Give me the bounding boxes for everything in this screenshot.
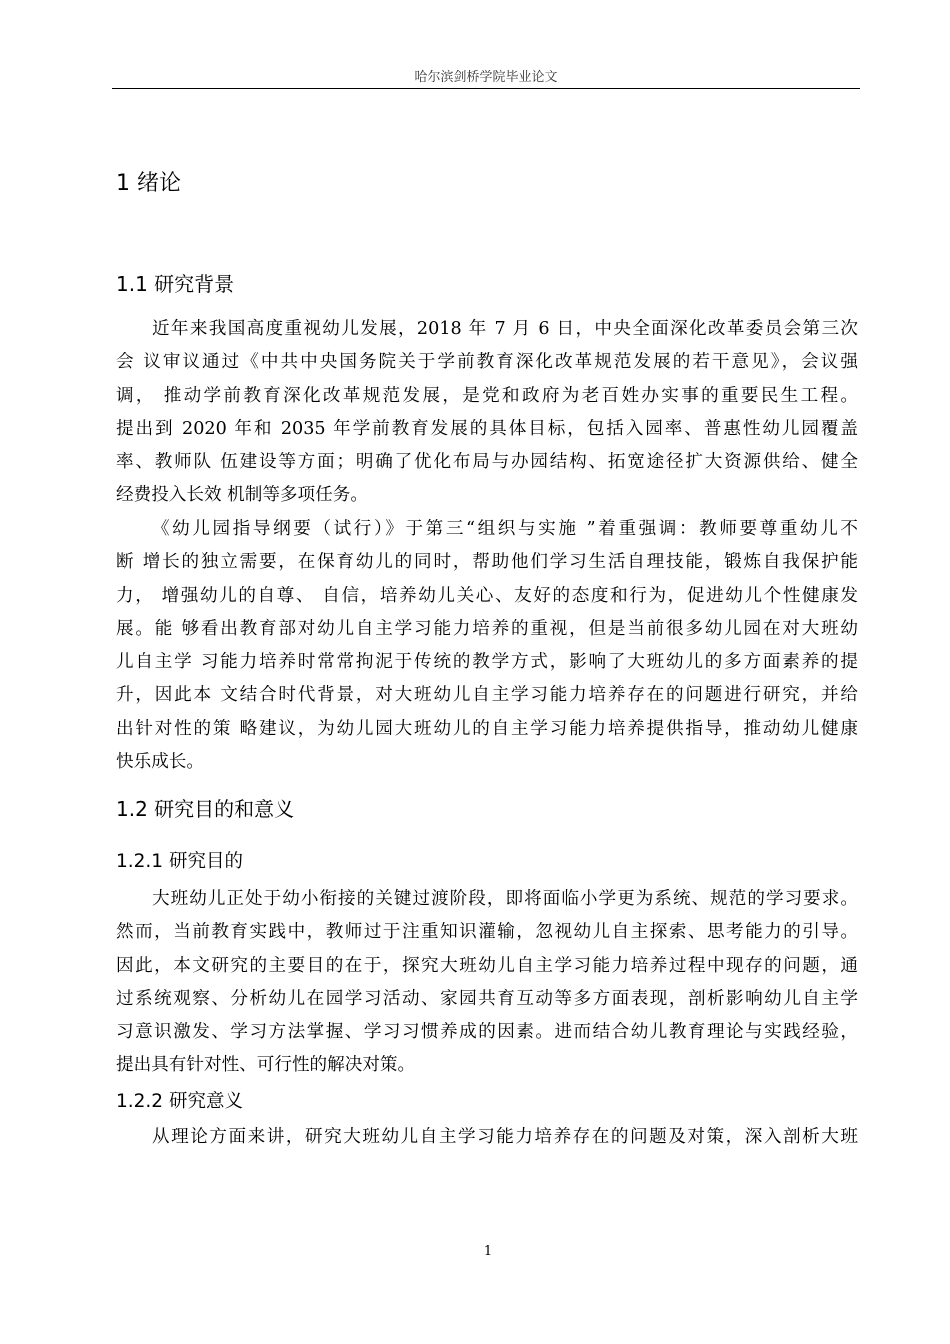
text-line: 调， 推动学前教育深化改革规范发展，是党和政府为老百姓办实事的重要民生工程。 [116, 385, 858, 406]
text-line: 展。能 够看出教育部对幼儿自主学习能力培养的重视，但是当前很多幼儿园在对大班幼 [116, 618, 858, 639]
paragraph-background-1 [116, 313, 858, 513]
text-line: 从理论方面来讲，研究大班幼儿自主学习能力培养存在的问题及对策，深入剖析大班 [152, 1127, 858, 1147]
chapter-title: 1 绪论 [116, 171, 181, 196]
text-line: 大班幼儿正处于幼小衔接的关键过渡阶段，即将面临小学更为系统、规范的学习要求。 [152, 889, 858, 909]
text-line: 过系统观察、分析幼儿在园学习活动、家园共育互动等多方面表现，剖析影响幼儿自主学 [116, 988, 858, 1009]
text-line: 经费投入长效 机制等多项任务。 [116, 485, 368, 506]
paragraph-purpose [116, 883, 858, 1083]
subsection-heading-1-2-1: 1.2.1 研究目的 [116, 851, 243, 872]
text-line: 升，因此本 文结合时代背景，对大班幼儿自主学习能力培养存在的问题进行研究，并给 [116, 685, 858, 706]
paragraph-background-2 [116, 513, 858, 779]
section-heading-1-1: 1.1 研究背景 [116, 272, 235, 296]
text-line: 力， 增强幼儿的自尊、 自信，培养幼儿关心、友好的态度和行为，促进幼儿个性健康发 [116, 585, 858, 606]
section-heading-1-2: 1.2 研究目的和意义 [116, 797, 295, 821]
text-line: 会 议审议通过《中共中央国务院关于学前教育深化改革规范发展的若干意见》，会议强 [116, 352, 858, 373]
text-line: 习意识激发、学习方法掌握、学习习惯养成的因素。进而结合幼儿教育理论与实践经验， [116, 1022, 858, 1043]
text-line: 提出具有针对性、可行性的解决对策。 [116, 1055, 416, 1076]
header-rule [112, 88, 860, 89]
text-line: 快乐成长。 [116, 752, 204, 773]
text-line: 儿自主学 习能力培养时常常拘泥于传统的教学方式，影响了大班幼儿的多方面素养的提 [116, 652, 858, 673]
page-number: 1 [483, 1244, 493, 1259]
text-line: 率、教师队 伍建设等方面；明确了优化布局与办园结构、拓宽途径扩大资源供给、健全 [116, 452, 858, 473]
text-line: 提出到 2020 年和 2035 年学前教育发展的具体目标，包括入园率、普惠性幼儿园覆盖 [116, 418, 858, 439]
subsection-heading-1-2-2: 1.2.2 研究意义 [116, 1091, 243, 1112]
running-header: 哈尔滨剑桥学院毕业论文 [414, 70, 558, 85]
text-line: 因此，本文研究的主要目的在于，探究大班幼儿自主学习能力培养过程中现存的问题，通 [116, 955, 858, 976]
paragraph-significance [116, 1121, 858, 1154]
text-line: 近年来我国高度重视幼儿发展，2018 年 7 月 6 日，中央全面深化改革委员会第三次 [152, 319, 858, 339]
text-line: 《幼儿园指导纲要（试行）》于第三“组织与实施 ”着重强调：教师要尊重幼儿不 [152, 519, 858, 539]
text-line: 出针对性的策 略建议，为幼儿园大班幼儿的自主学习能力培养提供指导，推动幼儿健康 [116, 718, 858, 739]
text-line: 然而，当前教育实践中，教师过于注重知识灌输，忽视幼儿自主探索、思考能力的引导。 [116, 922, 858, 943]
text-line: 断 增长的独立需要，在保育幼儿的同时，帮助他们学习生活自理技能，锻炼自我保护能 [116, 552, 858, 573]
